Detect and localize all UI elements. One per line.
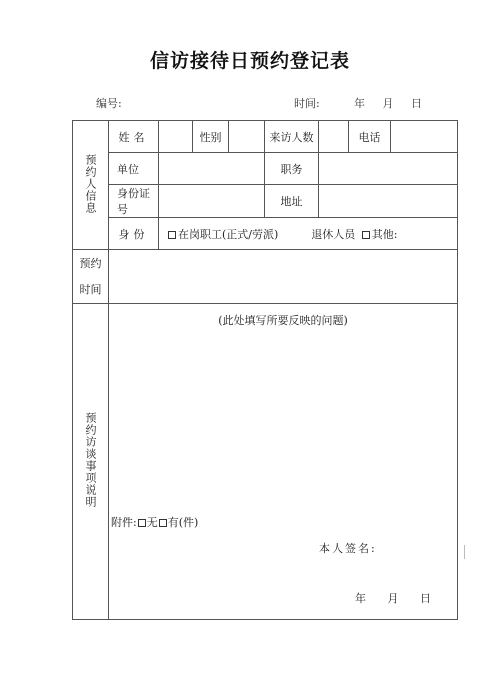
applicant-row-4 (73, 218, 458, 250)
address-label: 地址 (265, 185, 319, 218)
number-label: 编号: (96, 97, 122, 110)
applicant-section-label: 预约人信息 (73, 121, 109, 250)
gender-field[interactable] (229, 121, 265, 153)
attachment-label: 附件: (111, 516, 137, 529)
unit-label: 单位 (109, 153, 159, 185)
name-field[interactable] (159, 121, 193, 153)
attachment-line (111, 514, 198, 530)
header-date-units: 年 月 日 (354, 97, 422, 110)
attachment-none-checkbox[interactable] (138, 519, 146, 527)
appointment-time-row (73, 250, 458, 304)
position-label: 职务 (265, 153, 319, 185)
signature-label: 本人签名: (319, 542, 377, 555)
other-option-label: 其他: (371, 227, 398, 241)
form-title: 信访接待日预约登记表 (149, 50, 350, 72)
phone-label: 电话 (349, 121, 391, 153)
applicant-row-2 (73, 153, 458, 185)
identity-label: 身份 (109, 218, 159, 250)
scan-mark (464, 545, 465, 559)
applicant-row-3 (73, 185, 458, 218)
id-number-label: 身份证号 (109, 185, 159, 218)
applicant-row-1 (73, 121, 458, 153)
identity-options (159, 218, 458, 250)
position-field[interactable] (319, 153, 458, 185)
visit-matters-section-label: 预约访谈事项说明 (73, 304, 109, 620)
gender-label: 性别 (193, 121, 229, 153)
address-field[interactable] (319, 185, 458, 218)
employed-checkbox[interactable] (168, 231, 176, 239)
visit-matters-field[interactable] (109, 304, 458, 620)
appointment-time-label: 预约 时间 (73, 250, 109, 304)
attachment-yes-checkbox[interactable] (159, 519, 167, 527)
visit-matters-row (73, 304, 458, 620)
signature-date-units: 年 月 日 (355, 592, 431, 605)
id-number-field[interactable] (159, 185, 265, 218)
phone-field[interactable] (391, 121, 458, 153)
other-checkbox[interactable] (362, 231, 370, 239)
unit-field[interactable] (159, 153, 265, 185)
registration-form-table (72, 120, 458, 620)
visitor-count-label: 来访人数 (265, 121, 319, 153)
time-label: 时间: (294, 97, 320, 110)
name-label: 姓名 (109, 121, 159, 153)
retired-option-label: 退休人员 (311, 227, 356, 241)
appointment-time-field[interactable] (109, 250, 458, 304)
visitor-count-field[interactable] (319, 121, 349, 153)
visit-matters-hint: (此处填写所要反映的问题) (218, 314, 348, 327)
attachment-none-label: 无 (146, 516, 158, 529)
employed-option-label: 在岗职工(正式/劳派) (178, 227, 279, 241)
attachment-yes-label: 有(件) (167, 516, 199, 529)
